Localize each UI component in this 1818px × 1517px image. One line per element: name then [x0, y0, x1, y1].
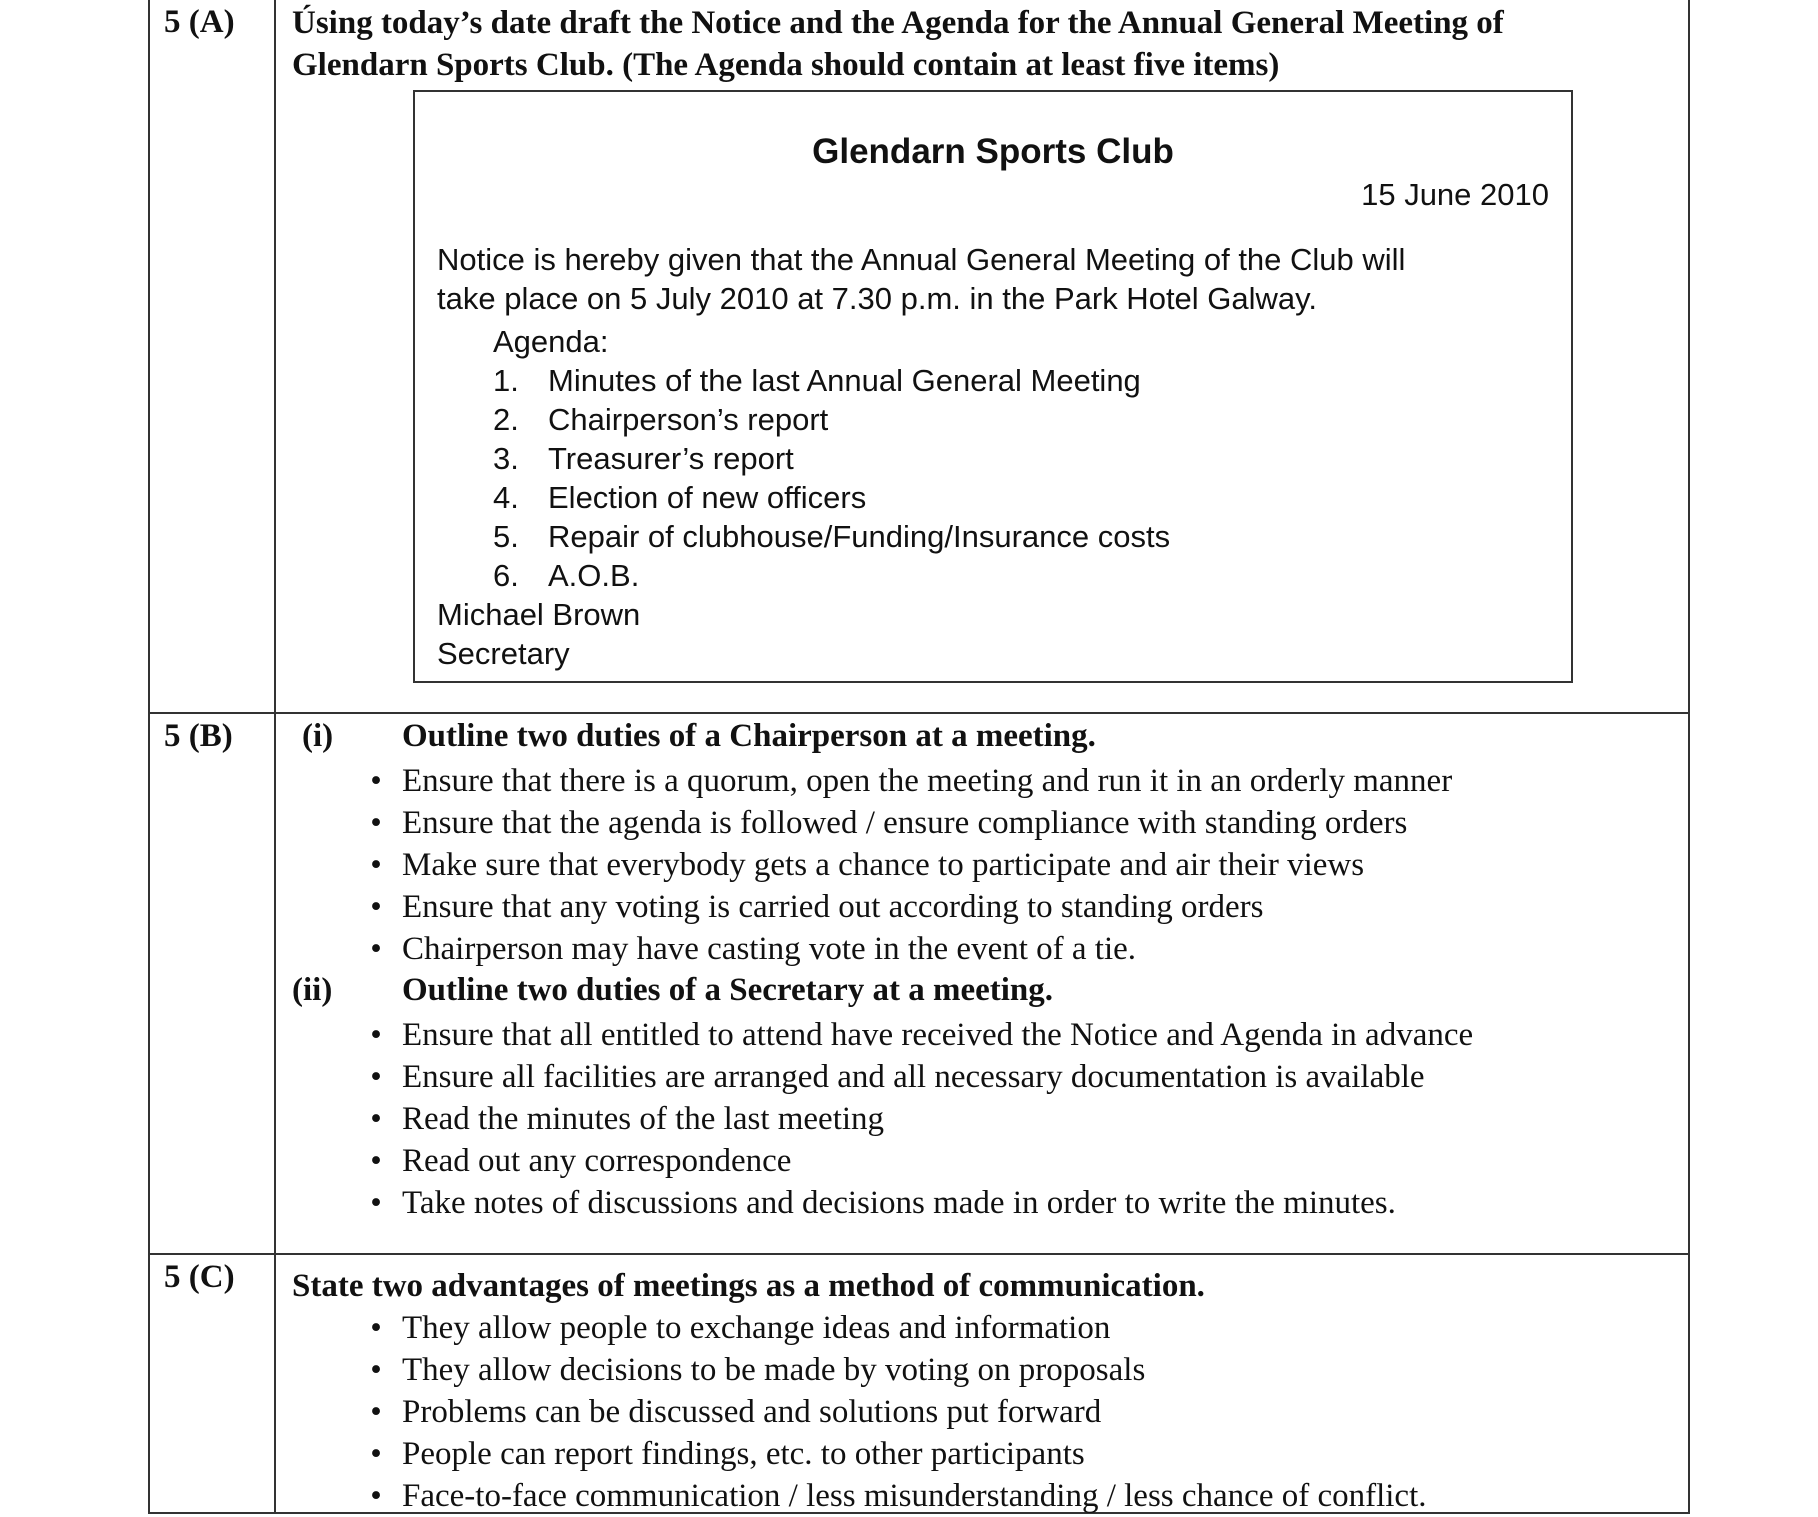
bullet-icon: • — [370, 1017, 382, 1053]
agenda-item-text: Minutes of the last Annual General Meeting — [548, 363, 1141, 398]
agenda-item-text: Treasurer’s report — [548, 441, 794, 476]
notice-intro-line: take place on 5 July 2010 at 7.30 p.m. in the Park Hotel Galway. — [437, 281, 1317, 316]
bullet-icon: • — [370, 1436, 382, 1472]
bullet-list-advantages — [350, 1307, 1427, 1517]
notice-box — [413, 90, 1573, 683]
list-item-text: Problems can be discussed and solutions put forward — [402, 1394, 1102, 1430]
agenda-item-number: 4. — [493, 480, 519, 515]
bullet-icon: • — [370, 1059, 382, 1095]
agenda-item-number: 6. — [493, 558, 519, 593]
list-item — [350, 1014, 1473, 1056]
signatory-name: Michael Brown — [437, 597, 641, 632]
question-text — [292, 2, 1504, 86]
column-divider — [274, 1255, 276, 1514]
list-item-text: Read out any correspondence — [402, 1143, 792, 1179]
bullet-list-chairperson — [350, 760, 1452, 970]
bullet-icon: • — [370, 1478, 382, 1514]
list-item — [350, 886, 1452, 928]
list-item — [350, 1433, 1427, 1475]
part-label: (i) — [302, 718, 334, 754]
list-item — [350, 1391, 1427, 1433]
question-text: State two advantages of meetings as a method of communication. — [292, 1268, 1205, 1304]
list-item — [350, 844, 1452, 886]
column-divider — [274, 714, 276, 1253]
agenda-list — [493, 361, 1170, 595]
question-number: 5 (B) — [164, 718, 233, 754]
notice-intro — [437, 240, 1527, 318]
row-5a — [150, 0, 1688, 712]
list-item-text: Ensure all facilities are arranged and all necessary documentation is available — [402, 1059, 1425, 1095]
agenda-item — [493, 478, 1170, 517]
list-item-text: Read the minutes of the last meeting — [402, 1101, 885, 1137]
list-item-text: Ensure that the agenda is followed / ensure compliance with standing orders — [402, 805, 1408, 841]
bullet-icon: • — [370, 1101, 382, 1137]
column-divider — [274, 0, 276, 712]
list-item — [350, 928, 1452, 970]
list-item-text: They allow people to exchange ideas and information — [402, 1310, 1111, 1346]
bullet-icon: • — [370, 805, 382, 841]
bullet-icon: • — [370, 1185, 382, 1221]
agenda-item-text: Election of new officers — [548, 480, 867, 515]
agenda-item-number: 5. — [493, 519, 519, 554]
list-item-text: Face-to-face communication / less misunderstanding / less chance of conflict. — [402, 1478, 1427, 1514]
bullet-icon: • — [370, 847, 382, 883]
part-label: (ii) — [292, 972, 333, 1008]
list-item — [350, 1182, 1473, 1224]
list-item-text: Take notes of discussions and decisions made in order to write the minutes. — [402, 1185, 1396, 1221]
bullet-list-secretary — [350, 1014, 1473, 1224]
notice-intro-line: Notice is hereby given that the Annual General Meeting of the Club will — [437, 242, 1406, 277]
list-item — [350, 1307, 1427, 1349]
list-item — [350, 1140, 1473, 1182]
bullet-icon: • — [370, 763, 382, 799]
question-line: Úsing today’s date draft the Notice and the Agenda for the Annual General Meeting of — [292, 5, 1504, 41]
agenda-item-text: Repair of clubhouse/Funding/Insurance costs — [548, 519, 1171, 554]
list-item — [350, 1056, 1473, 1098]
bullet-icon: • — [370, 889, 382, 925]
signature-block — [437, 595, 640, 673]
list-item-text: Make sure that everybody gets a chance to participate and air their views — [402, 847, 1365, 883]
agenda-item — [493, 517, 1170, 556]
list-item-text: They allow decisions to be made by voting on proposals — [402, 1352, 1146, 1388]
agenda-item-text: Chairperson’s report — [548, 402, 829, 437]
agenda-item — [493, 556, 1170, 595]
agenda-item-number: 1. — [493, 363, 519, 398]
agenda-item-number: 2. — [493, 402, 519, 437]
list-item — [350, 760, 1452, 802]
bullet-icon: • — [370, 1352, 382, 1388]
question-number: 5 (C) — [164, 1259, 235, 1295]
list-item — [350, 1098, 1473, 1140]
list-item — [350, 802, 1452, 844]
bullet-icon: • — [370, 1310, 382, 1346]
list-item — [350, 1349, 1427, 1391]
agenda-item-number: 3. — [493, 441, 519, 476]
part-question: Outline two duties of a Chairperson at a meeting. — [402, 718, 1096, 754]
bullet-icon: • — [370, 931, 382, 967]
answer-table — [148, 0, 1690, 1514]
row-5b — [150, 712, 1688, 1253]
list-item-text: People can report findings, etc. to other participants — [402, 1436, 1085, 1472]
bullet-icon: • — [370, 1394, 382, 1430]
list-item-text: Ensure that there is a quorum, open the meeting and run it in an orderly manner — [402, 763, 1453, 799]
list-item-text: Ensure that any voting is carried out according to standing orders — [402, 889, 1264, 925]
notice-date: 15 June 2010 — [1361, 177, 1549, 212]
bullet-icon: • — [370, 1143, 382, 1179]
agenda-item-text: A.O.B. — [548, 558, 640, 593]
list-item — [350, 1475, 1427, 1517]
agenda-item — [493, 400, 1170, 439]
list-item-text: Ensure that all entitled to attend have received the Notice and Agenda in advance — [402, 1017, 1474, 1053]
notice-title: Glendarn Sports Club — [812, 132, 1174, 171]
agenda-item — [493, 439, 1170, 478]
agenda-label: Agenda: — [493, 324, 609, 359]
question-line: Glendarn Sports Club. (The Agenda should contain at least five items) — [292, 47, 1280, 83]
question-number: 5 (A) — [164, 4, 235, 40]
agenda-item — [493, 361, 1170, 400]
part-question: Outline two duties of a Secretary at a meeting. — [402, 972, 1054, 1008]
signatory-title: Secretary — [437, 636, 570, 671]
row-5c — [150, 1253, 1688, 1514]
list-item-text: Chairperson may have casting vote in the event of a tie. — [402, 931, 1137, 967]
